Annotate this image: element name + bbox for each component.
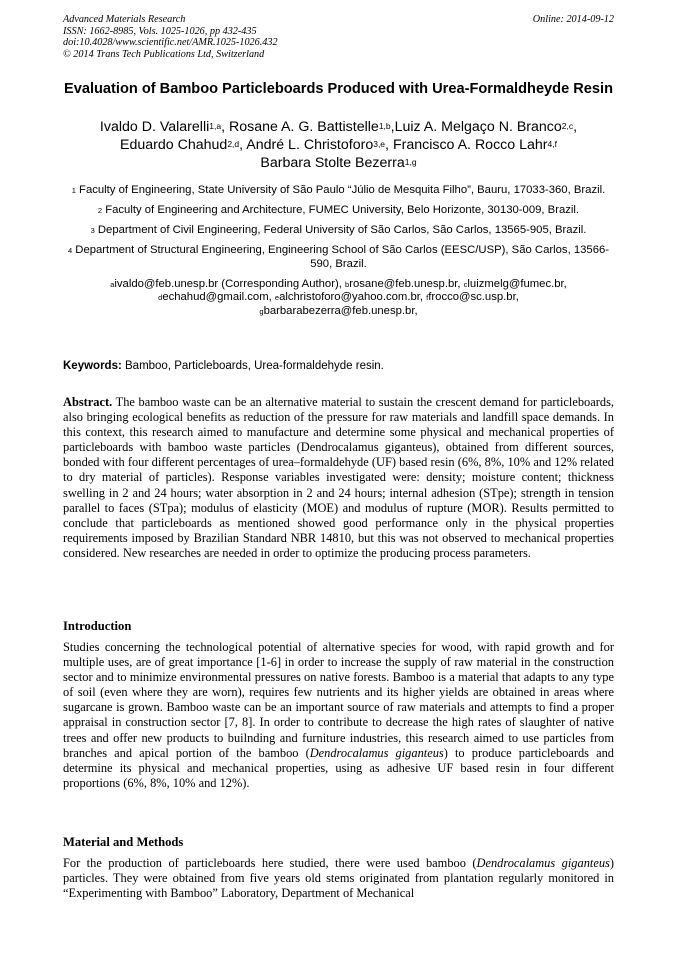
methods-heading: Material and Methods: [63, 835, 184, 849]
keywords-text: Bamboo, Particleboards, Urea-formaldehyde resin.: [125, 360, 384, 372]
affiliation: $^2$ Faculty of Engineering and Architecture, FUMEC University, Belo Horizonte, 30130-009, Brazil.: [97, 203, 580, 216]
email: rosane@feb.unesp.br,: [349, 277, 464, 290]
affiliation: $^4$ Department of Structural Engineering, Engineering School of São Carlos (EESC/USP), São Carlos, 13566-590, Brazil.: [67, 243, 610, 270]
email: echahud@gmail.com,: [162, 291, 275, 304]
author: Barbara Stolte Bezerra$^{1,g}$: [260, 155, 417, 171]
email: ivaldo@feb.unesp.br (Corresponding Author),: [114, 277, 346, 290]
running-header: [63, 14, 614, 60]
affiliation: $^3$ Department of Civil Engineering, Federal University of São Carlos, São Carlos, 13565-905, Brazil.: [90, 223, 587, 236]
issn-line: ISSN: 1662-8985, Vols. 1025-1026, pp 432-435: [63, 25, 257, 37]
introduction-text: Studies concerning the technological potential of alternative species for wood, with rapid growth and for multiple uses, are of great importance [1-6] in order to increase the supply of raw material in the construction sector and to minimize environmental pressures on native forests. Bamboo is a material that adapts to any type of soil (even where they are worn), requires few nutrients and its higher yields are obtained in areas where sugarcane is grown. Bamboo waste can be an important source of raw materials and attempts to find a proper appraisal in construction sector [7, 8]. In order to contribute to decrease the high rates of slaughter of native trees and offer new products to builnding and furniture industries, this research aimed to use particles from branches and apical portion of the bamboo (Dendrocalamus giganteus) to produce particleboards and determine its physical and mechanical properties, using as adhesive UF based resin in four different proportions (6%, 8%, 10% and 12%).: [63, 640, 614, 790]
introduction-heading: Introduction: [63, 619, 132, 633]
email: frocco@sc.usp.br,: [428, 291, 519, 304]
author-list: [63, 118, 614, 172]
abstract-label: Abstract.: [63, 395, 113, 409]
copyright-line: © 2014 Trans Tech Publications Ltd, Switzerland: [63, 48, 265, 60]
keywords-label: Keywords:: [63, 360, 122, 372]
email: luizmelg@fumec.br,: [467, 277, 567, 290]
email: barbarabezerra@feb.unesp.br,: [263, 305, 418, 318]
methods-text: For the production of particleboards here studied, there were used bamboo (Dendrocalamus giganteus) particles. They were obtained from five years old stems originated from plantation regularly monitored in “Experimenting with Bamboo” Laboratory, Department of Mechanical: [63, 856, 614, 901]
abstract-text: The bamboo waste can be an alternative material to sustain the crescent demand for particleboards, also bringing ecological benefits as reduction of the pressure for raw materials and landfill space demands. In this context, this research aimed to manufacture and determine some physical and mechanical properties of particleboards with bamboo waste particles (Dendrocalamus giganteus), obtained from different sources, bonded with four different percentages of urea–formaldehyde (UF) based resin (6%, 8%, 10% and 12% related to dry material of particles). Response variables investigated were: density; moisture content; thickness swelling in 2 and 24 hours; water absorption in 2 and 24 hours; internal adhesion (STpe); strength in tension parallel to faces (STpa); modulus of elasticity (MOE) and modulus of rupture (MOR). Results permitted to conclude that particleboards as mentioned showed good performance only in the physical properties requirements imposed by Brazilian Standard NBR 14810, but this was not observed to mechanical properties considered. New researches are needed in order to optimize the producing process parameters.: [63, 395, 614, 560]
affiliations: [63, 184, 614, 319]
author: Rosane A. G. Battistelle$^{1,b}$,: [228, 119, 395, 135]
journal-name: Advanced Materials Research: [63, 14, 186, 25]
doi-line: doi:10.4028/www.scientific.net/AMR.1025-1026.432: [63, 37, 278, 49]
abstract: [63, 395, 614, 561]
paper-title: Evaluation of Bamboo Particleboards Produced with Urea-Formaldheyde Resin: [64, 81, 613, 97]
author: André L. Christoforo$^{3,e}$,: [246, 137, 393, 153]
species-name: Dendrocalamus giganteus: [309, 745, 444, 760]
species-name: Dendrocalamus giganteus: [476, 856, 610, 870]
email: alchristoforo@yahoo.com.br,: [279, 291, 427, 304]
author: Luiz A. Melgaço N. Branco$^{2,c}$,: [394, 119, 578, 135]
keywords: [63, 359, 614, 373]
affiliation: $^1$ Faculty of Engineering, State University of São Paulo “Júlio de Mesquita Filho”, Bauru, 17033-360, Brazil.: [71, 184, 606, 196]
online-date: Online: 2014-09-12: [532, 14, 614, 25]
author: Eduardo Chahud$^{2,d}$,: [120, 137, 247, 153]
email-list: $^a$ivaldo@feb.unesp.br (Corresponding Author), $^b$rosane@feb.unesp.br, $^c$luizmelg@fumec.br, $^d$echahud@gmail.com, $^e$alchristoforo@yahoo.com.br, $^f$frocco@sc.usp.br, $^g$barbarabezerra@feb.unesp.br,: [110, 277, 567, 318]
author: Francisco A. Rocco Lahr$^{4,f}$: [392, 137, 557, 153]
author: Ivaldo D. Valarelli$^{1,a}$,: [99, 119, 229, 135]
